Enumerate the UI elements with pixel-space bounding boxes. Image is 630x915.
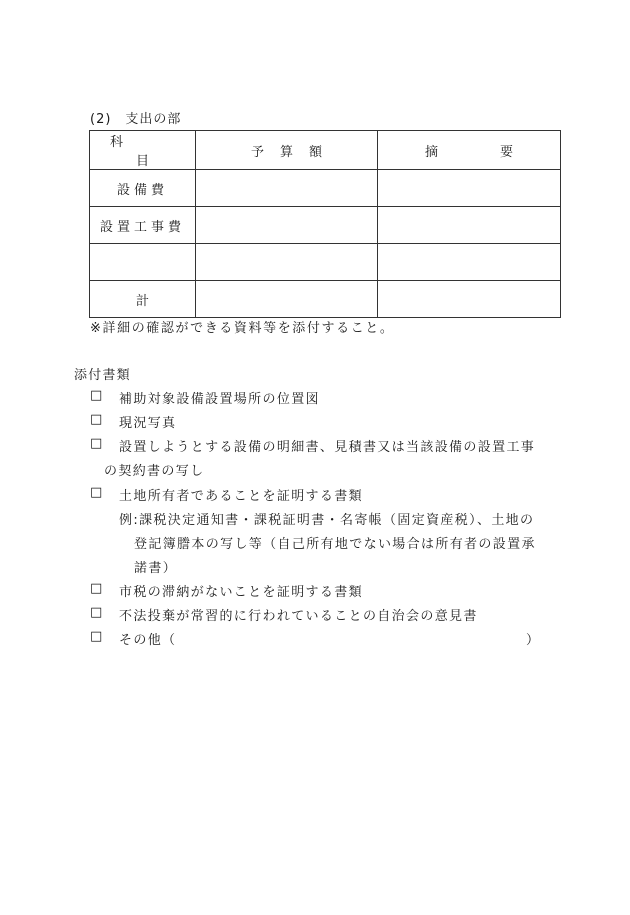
checkbox[interactable]: □ xyxy=(90,581,103,596)
attachment-item: 設置しようとする設備の明細書、見積書又は当該設備の設置工事 xyxy=(119,440,536,455)
example-line: 登記簿謄本の写し等（自己所有地でない場合は所有者の設置承 xyxy=(134,537,536,552)
row-label: 設備費 xyxy=(90,170,196,207)
table-row-total xyxy=(90,281,561,318)
header-budget: 予算額 xyxy=(250,144,338,160)
checkbox[interactable]: □ xyxy=(90,605,103,620)
attachment-item: 土地所有者であることを証明する書類 xyxy=(119,489,363,504)
checkbox[interactable]: □ xyxy=(90,412,103,427)
row-label-total: 計 xyxy=(90,281,196,318)
table-row xyxy=(90,244,561,281)
note-text: ※詳細の確認ができる資料等を添付すること。 xyxy=(90,321,395,336)
attachment-item: 市税の滞納がないことを証明する書類 xyxy=(119,585,363,600)
section-title: (2) 支出の部 xyxy=(90,112,182,127)
expenditure-table xyxy=(89,130,575,318)
table-header-row xyxy=(90,131,561,170)
summary-cell[interactable] xyxy=(378,281,561,318)
attachment-item: 不法投棄が常習的に行われていることの自治会の意見書 xyxy=(119,609,478,624)
budget-cell[interactable] xyxy=(196,207,378,244)
table-row xyxy=(90,170,561,207)
example-line: 諾書） xyxy=(134,561,178,576)
table-row xyxy=(90,207,561,244)
summary-cell[interactable] xyxy=(378,207,561,244)
budget-cell[interactable] xyxy=(196,170,378,207)
attachment-item-other: その他（ xyxy=(119,633,177,648)
checkbox[interactable]: □ xyxy=(90,485,103,500)
attachment-item-continued: の契約書の写し xyxy=(104,464,205,479)
header-summary: 摘要 xyxy=(424,144,575,160)
closing-paren: ） xyxy=(526,633,540,648)
header-account: 科目 xyxy=(109,135,201,169)
attachment-item: 補助対象設備設置場所の位置図 xyxy=(119,392,320,407)
checkbox[interactable]: □ xyxy=(90,388,103,403)
summary-cell[interactable] xyxy=(378,244,561,281)
summary-cell[interactable] xyxy=(378,170,561,207)
checkbox[interactable]: □ xyxy=(90,629,103,644)
budget-cell[interactable] xyxy=(196,244,378,281)
example-line: 例:課税決定通知書・課税証明書・名寄帳（固定資産税）、土地の xyxy=(119,513,535,528)
row-label[interactable] xyxy=(90,244,196,281)
budget-cell[interactable] xyxy=(196,281,378,318)
attachment-item: 現況写真 xyxy=(119,416,177,431)
checkbox[interactable]: □ xyxy=(90,436,103,451)
row-label: 設置工事費 xyxy=(90,207,196,244)
attachments-title: 添付書類 xyxy=(74,368,131,383)
